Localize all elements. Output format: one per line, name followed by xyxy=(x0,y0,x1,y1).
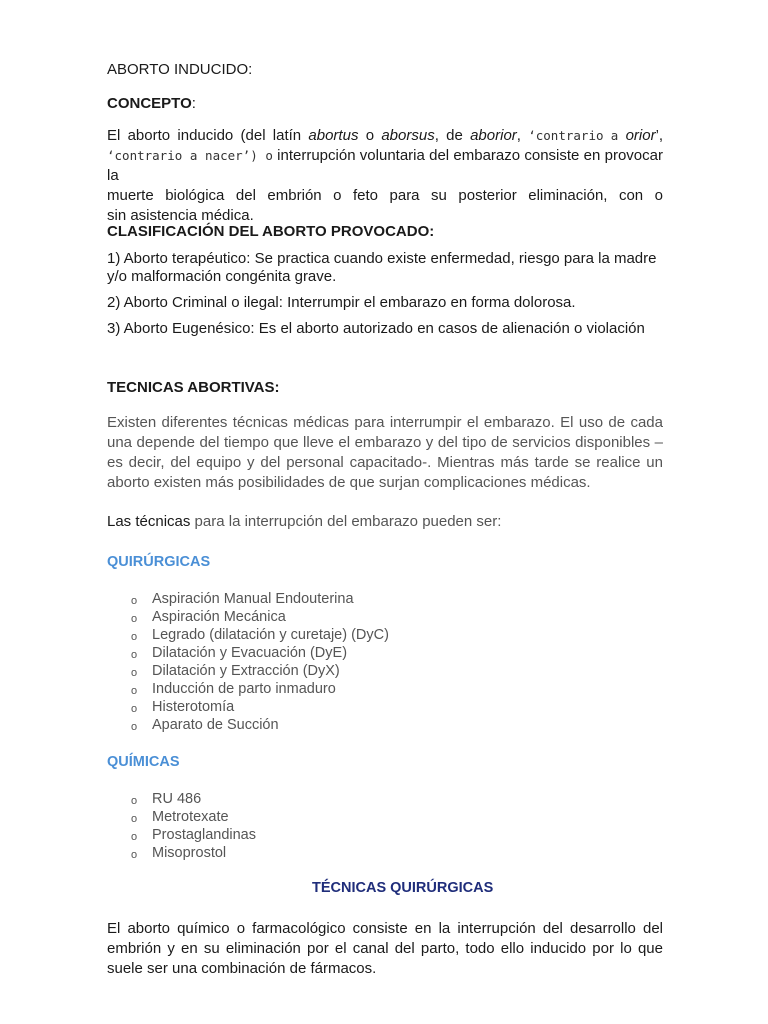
concept-paragraph xyxy=(107,126,663,226)
classification-heading: CLASIFICACIÓN DEL ABORTO PROVOCADO: xyxy=(107,223,435,240)
concept-line-3: muerte biológica del embrión o feto para su posterior eliminación, con o xyxy=(107,187,663,204)
concept-heading: CONCEPTO xyxy=(107,95,192,112)
classification-item-1-line-1: 1) Aborto terapéutico: Se practica cuando existe enfermedad, riesgo para la madre xyxy=(107,250,657,267)
list-item: o Aparato de Succión xyxy=(131,717,279,733)
list-item: o Inducción de parto inmaduro xyxy=(131,681,336,697)
concept-heading-line: CONCEPTO: xyxy=(107,95,196,112)
techniques-intro: Las técnicas para la interrupción del embarazo pueden ser: xyxy=(107,513,502,530)
list-item: o Misoprostol xyxy=(131,845,227,861)
surgical-techniques-paragraph: El aborto químico o farmacológico consiste en la interrupción del desarrollo del embrión y en su eliminación por el canal del parto, todo ello inducido por lo que suele ser una combinación de fármacos. xyxy=(107,920,663,977)
concept-line-2: ‘contrario a nacer’) o interrupción voluntaria del embarazo consiste en provocar la xyxy=(107,147,663,184)
classification-item-1-line-2: y/o malformación congénita grave. xyxy=(107,268,337,285)
list-item: o Histerotomía xyxy=(131,699,235,715)
surgical-list xyxy=(131,590,389,734)
surgical-techniques-heading: TÉCNICAS QUIRÚRGICAS xyxy=(312,880,494,896)
list-item: o Aspiración Manual Endouterina xyxy=(131,591,354,607)
list-item: o Metrotexate xyxy=(131,809,229,825)
list-item: o Legrado (dilatación y curetaje) (DyC) xyxy=(131,627,389,643)
classification-item-2: 2) Aborto Criminal o ilegal: Interrumpir el embarazo en forma dolorosa. xyxy=(107,294,576,311)
list-item: o Prostaglandinas xyxy=(131,827,256,843)
chemical-list xyxy=(131,790,256,862)
techniques-heading: TECNICAS ABORTIVAS: xyxy=(107,379,280,396)
list-item: o RU 486 xyxy=(131,791,202,807)
list-item: o Aspiración Mecánica xyxy=(131,609,286,625)
list-item: o Dilatación y Extracción (DyX) xyxy=(131,663,340,679)
chemical-heading: QUÍMICAS xyxy=(107,754,180,770)
concept-line-4: sin asistencia médica. xyxy=(107,207,254,224)
techniques-paragraph: Existen diferentes técnicas médicas para interrumpir el embarazo. El uso de cada una depende del tiempo que lleve el embarazo y del tipo de servicios disponibles – es decir, del equipo y del personal capacitado-. Mientras más tarde se realice un aborto existen más posibilidades de que surjan complicaciones médicas. xyxy=(107,414,663,491)
surgical-heading: QUIRÚRGICAS xyxy=(107,554,211,570)
classification-item-3: 3) Aborto Eugenésico: Es el aborto autorizado en casos de alienación o violación xyxy=(107,320,645,337)
concept-line-1: El aborto inducido (del latín abortus o aborsus, de aborior, ‘contrario a orior’, xyxy=(107,127,664,144)
document-title: ABORTO INDUCIDO: xyxy=(107,61,253,78)
list-item: o Dilatación y Evacuación (DyE) xyxy=(131,645,348,661)
